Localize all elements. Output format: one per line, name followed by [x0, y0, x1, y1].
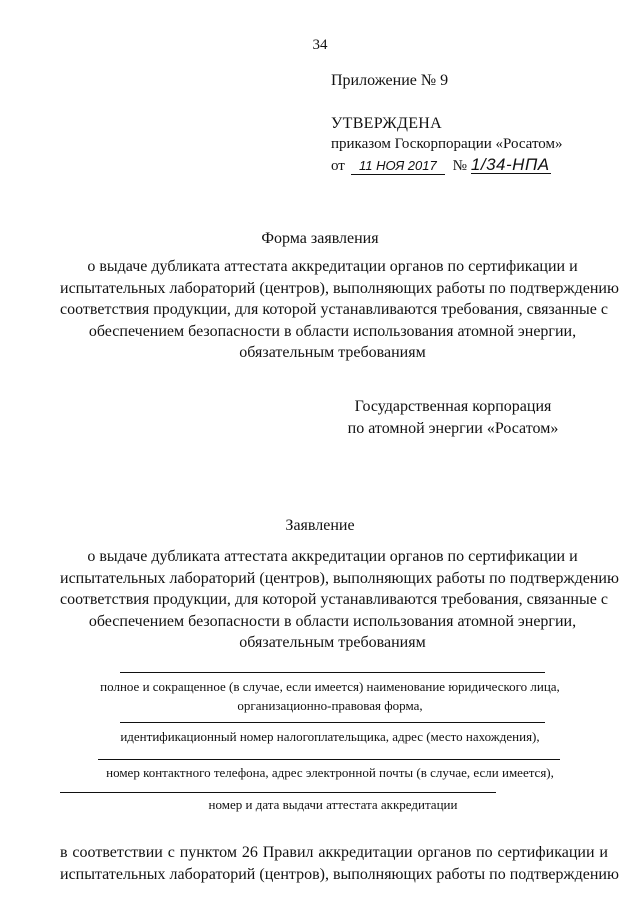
contacts-caption: номер контактного телефона, адрес электронной почты (в случае, если имеется), [106, 765, 554, 780]
applicant-name-caption [0, 677, 640, 715]
appendix-label: Приложение № 9 [331, 72, 449, 89]
certificate-field[interactable] [60, 792, 496, 793]
body-line: в соответствии с пунктом 26 Правил аккредитации органов по сертификации и [60, 844, 608, 861]
body-paragraph [60, 842, 619, 886]
number-label: № [452, 158, 467, 174]
form-subject-line: обеспечением безопасности в области использования атомной энергии, [88, 322, 577, 340]
certificate-caption: номер и дата выдачи аттестата аккредитации [208, 797, 458, 812]
recipient-line: по атомной энергии «Росатом» [347, 419, 559, 437]
inn-address-caption: идентификационный номер налогоплательщика, адрес (место нахождения), [120, 729, 540, 744]
form-subject-line: о выдаче дубликата аттестата аккредитации органов по сертификации и [87, 258, 578, 275]
statement-title: Заявление [285, 517, 355, 534]
applicant-name-field[interactable] [120, 672, 545, 673]
statement-subject-line: о выдаче дубликата аттестата аккредитации органов по сертификации и [87, 548, 578, 565]
page-number: 34 [312, 37, 328, 53]
contacts-field[interactable] [98, 759, 560, 760]
approval-title: УТВЕРЖДЕНА [331, 115, 443, 132]
applicant-name-caption-line: полное и сокращенное (в случае, если имеется) наименование юридического лица, [100, 679, 560, 694]
form-subject [60, 256, 619, 364]
statement-subject-line: обязательным требованиям [239, 634, 426, 651]
statement-subject [60, 546, 619, 654]
recipient-block [318, 396, 588, 439]
order-number-field: 1/34-НПА [470, 155, 550, 174]
approval-order-line [331, 157, 551, 175]
form-subject-line: обязательным требованиям [239, 344, 426, 361]
form-subject-line: соответствия продукции, для которой устанавливаются требования, связанные с [60, 301, 608, 318]
body-line: испытательных лабораторий (центров), выполняющих работы по подтверждению [60, 866, 619, 883]
form-subject-line: испытательных лабораторий (центров), выполняющих работы по подтверждению [60, 279, 619, 297]
from-label: от [331, 158, 345, 174]
recipient-line: Государственная корпорация [354, 398, 552, 415]
statement-subject-line: испытательных лабораторий (центров), выполняющих работы по подтверждению [60, 569, 619, 587]
inn-address-field[interactable] [120, 722, 545, 723]
form-title: Форма заявления [261, 230, 379, 247]
order-date-field: 11 НОЯ 2017 [351, 158, 445, 175]
statement-subject-line: соответствия продукции, для которой устанавливаются требования, связанные с [60, 591, 608, 608]
statement-subject-line: обеспечением безопасности в области использования атомной энергии, [88, 612, 577, 630]
approval-order-text: приказом Госкорпорации «Росатом» [331, 136, 563, 152]
applicant-legal-form-caption-line: организационно-правовая форма, [237, 698, 423, 713]
